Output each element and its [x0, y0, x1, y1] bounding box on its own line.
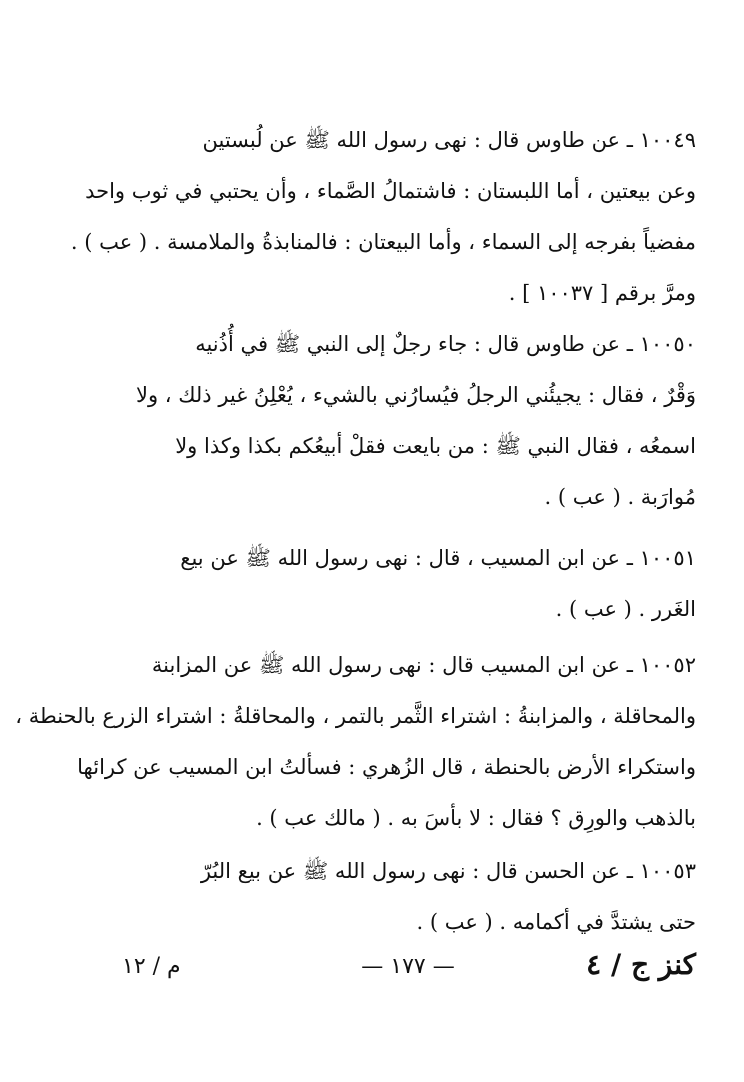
hadith-entry-10052: [15, 640, 696, 844]
text-line: ١٠٠٥٣ ـ عن الحسن قال : نهى رسول الله ﷺ عن بيع البُرّ: [200, 859, 696, 883]
text-line: اسمعُه ، فقال النبي ﷺ : من بايعت فقلْ أبيعُكم بكذا وكذا ولا: [175, 434, 696, 458]
text-line: مُوارَبة . ( عب ) .: [544, 485, 696, 509]
text-line: الغَرر . ( عب ) .: [555, 597, 696, 621]
text-line: ١٠٠٤٩ ـ عن طاوس قال : نهى رسول الله ﷺ عن لُبستين: [202, 128, 696, 152]
book-signature: كنز ج / ٤: [586, 948, 696, 981]
text-line: بالذهب والورِق ؟ فقال : لا بأسَ به . ( مالك عب ) .: [256, 806, 696, 830]
text-line: ومرَّ برقم [ ١٠٠٣٧ ] .: [508, 281, 696, 305]
text-line: وعن بيعتين ، أما اللبستان : فاشتمالُ الصَّماء ، وأن يحتبي في ثوب واحد: [85, 179, 696, 203]
hadith-entry-10051: [118, 533, 696, 635]
hadith-entry-10049: [70, 115, 696, 319]
page-footer: [118, 948, 696, 992]
text-line: حتى يشتدَّ في أكمامه . ( عب ) .: [416, 910, 696, 934]
volume-mark: م / ١٢: [122, 954, 181, 979]
text-line: وَقْرٌ ، فقال : يجيئُني الرجلُ فيُسارُني بالشيء ، يُعْلِنُ غير ذلك ، ولا: [135, 383, 696, 407]
text-line: والمحاقلة ، والمزابنةُ : اشتراء الثَّمر بالتمر ، والمحاقلةُ : اشتراء الزرع بالحنطة ،: [15, 704, 696, 728]
hadith-entry-10050: [118, 319, 696, 523]
text-line: ١٠٠٥٠ ـ عن طاوس قال : جاء رجلٌ إلى النبي ﷺ في أُذُنيه: [195, 332, 696, 356]
text-line: مفضياً بفرجه إلى السماء ، وأما البيعتان : فالمنابذةُ والملامسة . ( عب ) .: [70, 230, 696, 254]
text-line: ١٠٠٥١ ـ عن ابن المسيب ، قال : نهى رسول الله ﷺ عن بيع: [180, 546, 696, 570]
page-number: — ١٧٧ —: [361, 954, 455, 979]
text-line: ١٠٠٥٢ ـ عن ابن المسيب قال : نهى رسول الله ﷺ عن المزابنة: [151, 653, 696, 677]
text-line: واستكراء الأرض بالحنطة ، قال الزُهري : فسألتُ ابن المسيب عن كرائها: [77, 755, 696, 779]
hadith-entry-10053: [118, 846, 696, 948]
